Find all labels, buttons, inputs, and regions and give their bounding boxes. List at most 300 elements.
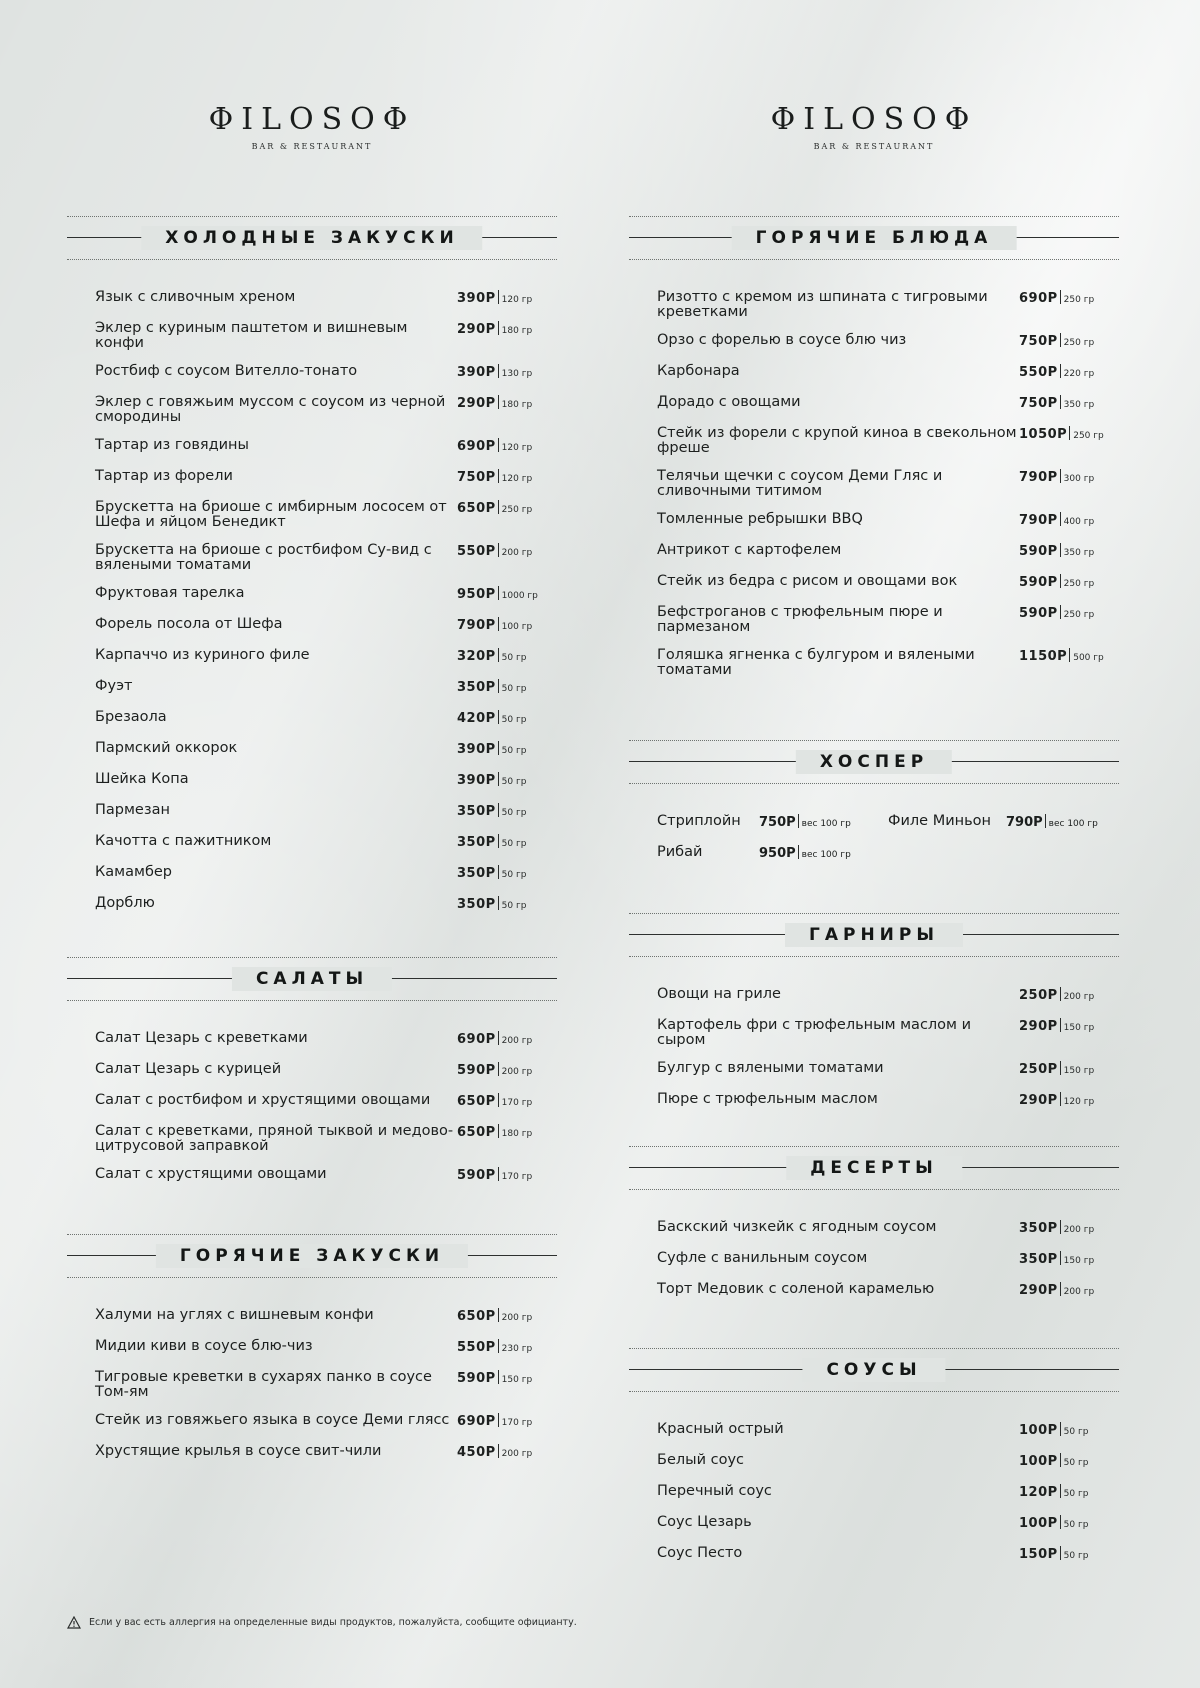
item-weight: 180 гр — [501, 1129, 533, 1139]
section-cold-starters — [67, 216, 557, 927]
menu-item — [95, 1062, 557, 1080]
item-price: 750Р 250 гр — [1019, 334, 1095, 349]
section-hot-dishes — [629, 216, 1119, 691]
divider — [498, 364, 499, 378]
menu-item — [657, 605, 1119, 635]
item-weight: 250 гр — [1063, 579, 1095, 589]
item-price: 750Р вес 100 гр — [759, 815, 851, 830]
item-name: Стейк из форели с крупой киноа в свекольном фреше — [657, 425, 1017, 456]
item-price: 650Р 250 гр — [457, 501, 533, 516]
divider — [1060, 364, 1061, 378]
section-title: ГОРЯЧИЕ БЛЮДА — [732, 226, 1017, 250]
menu-item — [95, 834, 557, 852]
item-price: 350Р 50 гр — [457, 804, 527, 819]
section-hot-starters — [67, 1234, 557, 1475]
menu-item — [888, 814, 1119, 832]
item-weight: 50 гр — [501, 870, 527, 880]
menu-item — [657, 1018, 1119, 1048]
item-weight: 250 гр — [1063, 610, 1095, 620]
divider — [1069, 648, 1070, 662]
menu-item — [95, 586, 557, 604]
menu-list — [67, 1308, 557, 1462]
item-price: 100Р 50 гр — [1019, 1423, 1089, 1438]
divider — [1060, 1515, 1061, 1529]
menu-item — [95, 290, 557, 308]
divider — [1060, 1546, 1061, 1560]
menu-item — [95, 395, 557, 425]
menu-item — [95, 543, 557, 573]
item-weight: 50 гр — [501, 715, 527, 725]
item-weight: 150 гр — [501, 1375, 533, 1385]
menu-item — [657, 648, 1119, 678]
item-price: 150Р 50 гр — [1019, 1547, 1089, 1562]
item-price: 590Р 350 гр — [1019, 544, 1095, 559]
section-salads — [67, 957, 557, 1198]
divider — [498, 1339, 499, 1353]
item-name: Брускетта на бриоше с ростбифом Су-вид с вялеными томатами — [95, 542, 432, 573]
item-name: Стейк из бедра с рисом и овощами вок — [657, 573, 958, 589]
item-price: 690Р 200 гр — [457, 1032, 533, 1047]
allergy-notice — [67, 1616, 577, 1629]
divider — [1060, 395, 1061, 409]
item-price: 290Р 120 гр — [1019, 1093, 1095, 1108]
section-header — [629, 216, 1119, 260]
item-name: Салат с хрустящими овощами — [95, 1166, 327, 1182]
item-price: 290Р 180 гр — [457, 322, 533, 337]
menu-item — [95, 1031, 557, 1049]
divider — [498, 803, 499, 817]
item-price: 590Р 250 гр — [1019, 575, 1095, 590]
menu-item — [657, 1092, 1119, 1110]
divider — [498, 710, 499, 724]
item-price: 650Р 170 гр — [457, 1094, 533, 1109]
item-price: 290Р 150 гр — [1019, 1019, 1095, 1034]
item-price: 390Р 50 гр — [457, 773, 527, 788]
item-price: 350Р 200 гр — [1019, 1221, 1095, 1236]
divider — [1069, 426, 1070, 440]
menu-item — [657, 426, 1119, 456]
menu-item — [657, 364, 1119, 382]
item-weight: 200 гр — [1063, 992, 1095, 1002]
divider — [498, 1413, 499, 1427]
item-weight: 400 гр — [1063, 517, 1095, 527]
item-name: Язык с сливочным хреном — [95, 289, 296, 305]
item-name: Фуэт — [95, 678, 133, 694]
item-weight: 250 гр — [1063, 295, 1095, 305]
item-price: 350Р 50 гр — [457, 680, 527, 695]
item-name: Халуми на углях с вишневым конфи — [95, 1307, 374, 1323]
item-weight: 250 гр — [501, 505, 533, 515]
item-name: Эклер с куриным паштетом и вишневым конфи — [95, 320, 408, 351]
menu-list — [629, 987, 1119, 1110]
item-name: Тигровые креветки в сухарях панко в соусе Том-ям — [95, 1369, 432, 1400]
menu-item — [95, 469, 557, 487]
menu-item — [95, 1444, 557, 1462]
item-name: Красный острый — [657, 1421, 784, 1437]
divider — [1060, 1220, 1061, 1234]
divider — [1060, 1484, 1061, 1498]
divider — [1060, 512, 1061, 526]
item-price: 320Р 50 гр — [457, 649, 527, 664]
divider — [1060, 1282, 1061, 1296]
menu-item — [657, 543, 1119, 561]
warning-icon — [67, 1616, 81, 1629]
item-price: 590Р 170 гр — [457, 1168, 533, 1183]
item-name: Карпаччо из куриного филе — [95, 647, 310, 663]
item-name: Карбонара — [657, 363, 740, 379]
item-name: Баскский чизкейк с ягодным соусом — [657, 1219, 937, 1235]
item-price: 750Р 350 гр — [1019, 396, 1095, 411]
menu-item — [95, 321, 557, 351]
item-name: Эклер с говяжьим муссом с соусом из черной смородины — [95, 394, 446, 425]
item-price: 690Р 250 гр — [1019, 291, 1095, 306]
item-weight: 250 гр — [1073, 431, 1104, 441]
item-weight: 350 гр — [1063, 548, 1095, 558]
divider — [498, 1370, 499, 1384]
section-title: ДЕСЕРТЫ — [786, 1156, 962, 1180]
item-price: 550Р 200 гр — [457, 544, 533, 559]
section-title: САЛАТЫ — [232, 967, 392, 991]
item-name: Бефстроганов с трюфельным пюре и пармезаном — [657, 604, 943, 635]
item-name: Орзо с форелью в соусе блю чиз — [657, 332, 907, 348]
item-price: 350Р 50 гр — [457, 897, 527, 912]
allergy-notice-text: Если у вас есть аллергия на определенные виды продуктов, пожалуйста, сообщите официанту. — [89, 1617, 577, 1628]
item-weight: 150 гр — [1063, 1066, 1095, 1076]
section-header — [67, 1234, 557, 1278]
item-name: Белый соус — [657, 1452, 745, 1468]
item-weight: 1000 гр — [501, 591, 538, 601]
menu-item — [657, 1422, 1119, 1440]
item-weight: 200 гр — [501, 548, 533, 558]
item-name: Пармский оккорок — [95, 740, 238, 756]
divider — [498, 586, 499, 600]
item-price: 550Р 230 гр — [457, 1340, 533, 1355]
item-price: 950Р вес 100 гр — [759, 846, 851, 861]
item-price: 420Р 50 гр — [457, 711, 527, 726]
item-weight: 120 гр — [501, 443, 533, 453]
item-name: Антрикот с картофелем — [657, 542, 842, 558]
menu-item — [657, 1220, 1119, 1238]
section-header — [629, 1348, 1119, 1392]
item-name: Пармезан — [95, 802, 170, 818]
divider — [498, 1308, 499, 1322]
menu-item — [657, 290, 1119, 320]
menu-item — [657, 469, 1119, 499]
item-weight: 230 гр — [501, 1344, 533, 1354]
divider — [1060, 1061, 1061, 1075]
menu-item — [95, 648, 557, 666]
section-header — [629, 1146, 1119, 1190]
item-name: Ростбиф с соусом Вителло-тонато — [95, 363, 358, 379]
divider — [1060, 1251, 1061, 1265]
item-weight: 170 гр — [501, 1098, 533, 1108]
logo — [67, 102, 557, 151]
section-title: ГОРЯЧИЕ ЗАКУСКИ — [156, 1244, 468, 1268]
item-name: Ризотто с кремом из шпината с тигровыми креветками — [657, 289, 988, 320]
menu-item — [657, 845, 888, 863]
item-price: 690Р 120 гр — [457, 439, 533, 454]
section-header — [629, 913, 1119, 957]
menu-item — [95, 679, 557, 697]
item-price: 390Р 50 гр — [457, 742, 527, 757]
menu-item — [95, 438, 557, 456]
item-price: 790Р 100 гр — [457, 618, 533, 633]
item-price: 390Р 130 гр — [457, 365, 533, 380]
item-name: Пюре с трюфельным маслом — [657, 1091, 878, 1107]
menu-item — [657, 1061, 1119, 1079]
item-price: 290Р 200 гр — [1019, 1283, 1095, 1298]
menu-item — [95, 500, 557, 530]
item-weight: 120 гр — [501, 295, 533, 305]
menu-item — [95, 803, 557, 821]
divider — [498, 1093, 499, 1107]
item-weight: 50 гр — [501, 901, 527, 911]
divider — [1060, 1422, 1061, 1436]
item-weight: 50 гр — [1063, 1489, 1089, 1499]
item-price: 950Р 1000 гр — [457, 587, 538, 602]
divider — [498, 1124, 499, 1138]
item-weight: 500 гр — [1073, 653, 1104, 663]
item-name: Дорблю — [95, 895, 155, 911]
divider — [1060, 574, 1061, 588]
section-title: ГАРНИРЫ — [785, 923, 963, 947]
item-price: 790Р 400 гр — [1019, 513, 1095, 528]
section-title: ХОЛОДНЫЕ ЗАКУСКИ — [141, 226, 482, 250]
item-weight: 50 гр — [501, 777, 527, 787]
item-price: 290Р 180 гр — [457, 396, 533, 411]
logo-name: ΦILOSOΦ — [208, 102, 416, 137]
item-weight: 50 гр — [501, 839, 527, 849]
item-weight: 50 гр — [501, 653, 527, 663]
menu-list — [629, 290, 1119, 678]
item-price: 350Р 50 гр — [457, 835, 527, 850]
item-price: 250Р 200 гр — [1019, 988, 1095, 1003]
item-name: Соус Песто — [657, 1545, 743, 1561]
item-price: 350Р 50 гр — [457, 866, 527, 881]
item-weight: 50 гр — [501, 808, 527, 818]
item-name: Тартар из форели — [95, 468, 233, 484]
logo-name: ΦILOSOΦ — [770, 102, 978, 137]
item-weight: 130 гр — [501, 369, 533, 379]
item-weight: 200 гр — [1063, 1287, 1095, 1297]
divider — [498, 679, 499, 693]
item-name: Салат Цезарь с креветками — [95, 1030, 308, 1046]
divider — [498, 617, 499, 631]
divider — [1060, 605, 1061, 619]
item-name: Соус Цезарь — [657, 1514, 752, 1530]
item-price: 690Р 170 гр — [457, 1414, 533, 1429]
item-name: Перечный соус — [657, 1483, 772, 1499]
item-weight: 200 гр — [501, 1313, 533, 1323]
item-weight: 150 гр — [1063, 1023, 1095, 1033]
item-name: Булгур с вялеными томатами — [657, 1060, 884, 1076]
menu-item — [95, 1370, 557, 1400]
menu-item — [95, 865, 557, 883]
menu-item — [95, 1167, 557, 1185]
item-weight: 120 гр — [1063, 1097, 1095, 1107]
item-weight: 200 гр — [501, 1067, 533, 1077]
item-name: Хрустящие крылья в соусе свит-чили — [95, 1443, 382, 1459]
section-desserts — [629, 1146, 1119, 1313]
item-name: Картофель фри с трюфельным маслом и сыром — [657, 1017, 972, 1048]
item-name: Салат Цезарь с курицей — [95, 1061, 282, 1077]
item-price: 350Р 150 гр — [1019, 1252, 1095, 1267]
item-weight: 200 гр — [501, 1036, 533, 1046]
item-price: 250Р 150 гр — [1019, 1062, 1095, 1077]
logo — [629, 102, 1119, 151]
item-price: 100Р 50 гр — [1019, 1516, 1089, 1531]
divider — [498, 741, 499, 755]
item-price: 120Р 50 гр — [1019, 1485, 1089, 1500]
divider — [1060, 290, 1061, 304]
section-header — [629, 740, 1119, 784]
menu-item — [95, 772, 557, 790]
menu-item — [657, 1282, 1119, 1300]
divider — [1060, 469, 1061, 483]
logo-subtitle: BAR & RESTAURANT — [813, 142, 935, 151]
menu-list — [629, 1422, 1119, 1564]
section-header — [67, 957, 557, 1001]
divider — [498, 865, 499, 879]
divider — [1060, 1018, 1061, 1032]
item-name: Брезаола — [95, 709, 167, 725]
menu-item — [95, 896, 557, 914]
menu-item — [95, 1093, 557, 1111]
item-name: Шейка Копа — [95, 771, 189, 787]
item-price: 650Р 200 гр — [457, 1309, 533, 1324]
item-name: Брускетта на бриоше с имбирным лососем от Шефа и яйцом Бенедикт — [95, 499, 447, 530]
menu-item — [657, 574, 1119, 592]
item-price: 1050Р 250 гр — [1019, 427, 1104, 442]
item-weight: 50 гр — [501, 746, 527, 756]
menu-item — [657, 814, 888, 832]
menu-item — [657, 333, 1119, 351]
divider — [498, 469, 499, 483]
menu-item — [657, 1484, 1119, 1502]
divider — [498, 438, 499, 452]
divider — [498, 1444, 499, 1458]
menu-item — [95, 1413, 557, 1431]
item-price: 790Р 300 гр — [1019, 470, 1095, 485]
item-name: Овощи на гриле — [657, 986, 781, 1002]
divider — [498, 896, 499, 910]
menu-item — [657, 1515, 1119, 1533]
item-name: Салат с ростбифом и хрустящими овощами — [95, 1092, 431, 1108]
menu-item — [657, 1453, 1119, 1471]
menu-item — [95, 1124, 557, 1154]
section-title: ХОСПЕР — [796, 750, 952, 774]
section-title: СОУСЫ — [802, 1358, 945, 1382]
menu-list — [67, 1031, 557, 1185]
menu-item — [657, 987, 1119, 1005]
item-weight: 120 гр — [501, 474, 533, 484]
menu-item — [657, 1546, 1119, 1564]
menu-item — [95, 710, 557, 728]
item-price: 790Р вес 100 гр — [1006, 815, 1098, 830]
item-weight: 250 гр — [1063, 338, 1095, 348]
menu-item — [95, 617, 557, 635]
item-name: Салат с креветками, пряной тыквой и медово-цитрусовой заправкой — [95, 1123, 454, 1154]
item-weight: 180 гр — [501, 400, 533, 410]
item-weight: 50 гр — [1063, 1458, 1089, 1468]
divider — [498, 500, 499, 514]
item-name: Камамбер — [95, 864, 173, 880]
item-price: 590Р 250 гр — [1019, 606, 1095, 621]
item-name: Филе Миньон — [888, 813, 992, 829]
divider — [498, 772, 499, 786]
item-name: Телячьи щечки с соусом Деми Гляс и сливочными титимом — [657, 468, 943, 499]
menu-list — [67, 290, 557, 914]
logo-subtitle: BAR & RESTAURANT — [251, 142, 373, 151]
divider — [498, 290, 499, 304]
divider — [498, 321, 499, 335]
item-name: Торт Медовик с соленой карамелью — [657, 1281, 935, 1297]
item-weight: 150 гр — [1063, 1256, 1095, 1266]
item-name: Голяшка ягненка с булгуром и вялеными томатами — [657, 647, 975, 678]
item-price: 450Р 200 гр — [457, 1445, 533, 1460]
item-weight: 180 гр — [501, 326, 533, 336]
section-sauces — [629, 1348, 1119, 1577]
divider — [1060, 1092, 1061, 1106]
item-name: Стриплойн — [657, 813, 741, 829]
item-name: Тартар из говядины — [95, 437, 249, 453]
item-price: 100Р 50 гр — [1019, 1454, 1089, 1469]
divider — [498, 543, 499, 557]
divider — [498, 648, 499, 662]
item-name: Рибай — [657, 844, 703, 860]
section-josper — [629, 740, 1119, 876]
item-name: Томленные ребрышки BBQ — [657, 511, 863, 527]
menu-item — [657, 395, 1119, 413]
divider — [498, 834, 499, 848]
menu-item — [95, 364, 557, 382]
item-price: 590Р 150 гр — [457, 1371, 533, 1386]
item-name: Мидии киви в соусе блю-чиз — [95, 1338, 313, 1354]
item-price: 650Р 180 гр — [457, 1125, 533, 1140]
divider — [498, 1167, 499, 1181]
item-name: Стейк из говяжьего языка в соусе Деми глясс — [95, 1412, 450, 1428]
section-header — [67, 216, 557, 260]
divider — [1060, 333, 1061, 347]
item-weight: 200 гр — [501, 1449, 533, 1459]
item-weight: 350 гр — [1063, 400, 1095, 410]
item-price: 750Р 120 гр — [457, 470, 533, 485]
divider — [498, 395, 499, 409]
item-weight: 50 гр — [1063, 1520, 1089, 1530]
item-weight: 300 гр — [1063, 474, 1095, 484]
item-price: 590Р 200 гр — [457, 1063, 533, 1078]
menu-item — [95, 1339, 557, 1357]
item-weight: 170 гр — [501, 1172, 533, 1182]
item-price: 390Р 120 гр — [457, 291, 533, 306]
menu-item — [95, 1308, 557, 1326]
item-weight: 50 гр — [1063, 1427, 1089, 1437]
divider — [498, 1062, 499, 1076]
item-price: 550Р 220 гр — [1019, 365, 1095, 380]
menu-item — [657, 512, 1119, 530]
item-name: Качотта с пажитником — [95, 833, 272, 849]
item-name: Дорадо с овощами — [657, 394, 801, 410]
menu-list — [629, 1220, 1119, 1300]
josper-grid — [657, 814, 1119, 876]
section-sides — [629, 913, 1119, 1123]
divider — [1060, 987, 1061, 1001]
item-price: 1150Р 500 гр — [1019, 649, 1104, 664]
item-weight: 170 гр — [501, 1418, 533, 1428]
item-weight: 50 гр — [1063, 1551, 1089, 1561]
menu-item — [95, 741, 557, 759]
item-name: Фруктовая тарелка — [95, 585, 245, 601]
